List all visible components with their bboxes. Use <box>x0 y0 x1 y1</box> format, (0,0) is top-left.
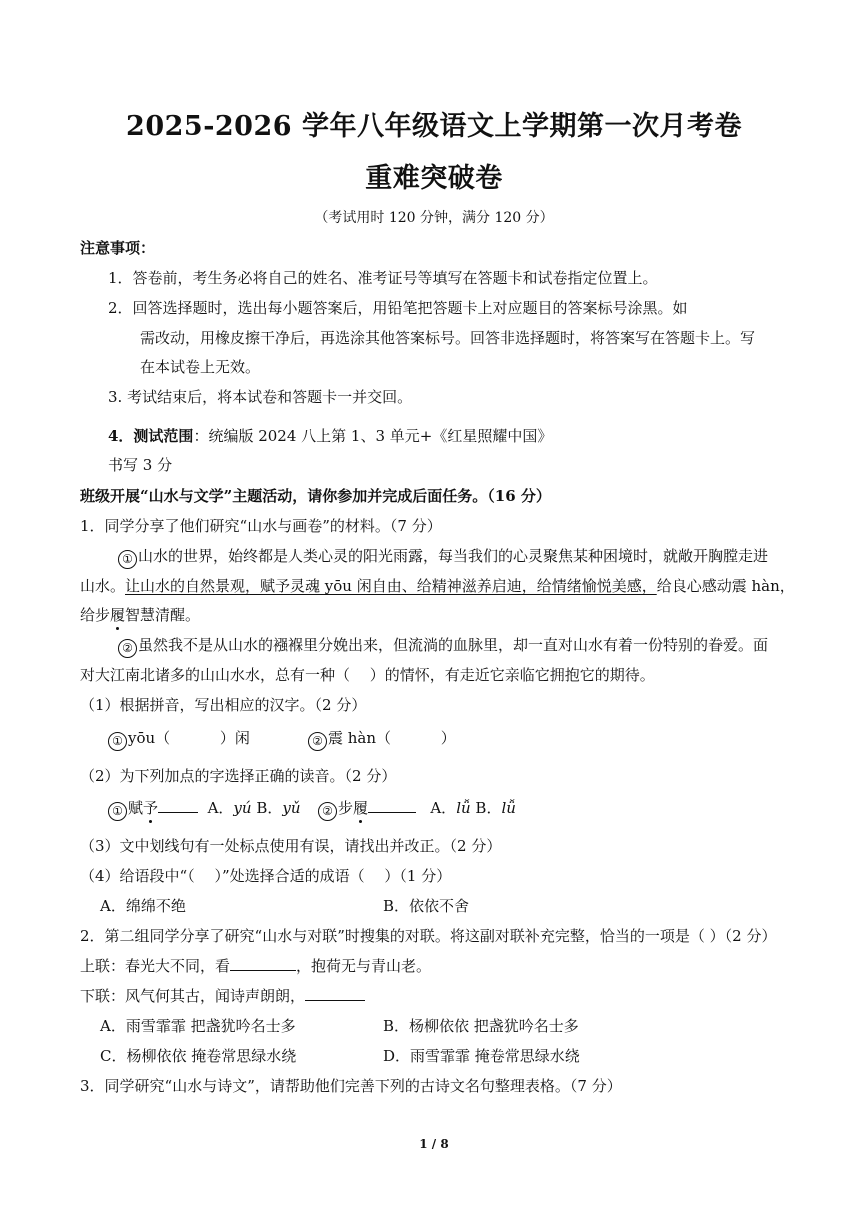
exam-subtitle: 重难突破卷 <box>365 163 503 194</box>
blank-item: 震 hàn（ ） <box>328 729 456 747</box>
notice-heading: 注意事项： <box>80 239 156 257</box>
q2-lower-couplet <box>80 985 365 1006</box>
q1-passage-1-line-1 <box>118 545 768 569</box>
item-number-2: ② <box>308 732 327 751</box>
passage-text: 给步 <box>80 606 111 624</box>
q1-sub-2-b <box>318 797 516 821</box>
dotted-char: 履 <box>353 799 369 817</box>
q1-sub-4-option-b: B．依依不舍 <box>383 897 470 915</box>
q1-sub-2-a <box>108 797 301 821</box>
q2-option-d: D．雨雪霏霏 掩卷常思绿水绕 <box>383 1047 580 1065</box>
q1-sub-1-b <box>308 727 456 751</box>
passage-text: 虽然我不是从山水的襁褓里分娩出来，但流淌的血脉里，却一直对山水有着一份特别的眷爱。面 <box>138 636 769 654</box>
pinyin-option: yǔ <box>282 799 301 817</box>
q1-sub-1-a <box>108 727 250 751</box>
section-heading: 班级开展“山水与文学”主题活动，请你参加并完成后面任务。（16 分） <box>80 487 551 505</box>
notice-item-2-line-3: 在本试卷上无效。 <box>140 358 261 376</box>
passage-text: 智慧清醒。 <box>125 606 201 624</box>
pinyin-option: lǚ <box>501 799 516 817</box>
item-number-2: ② <box>318 802 337 821</box>
notice-item-2-line-2: 需改动，用橡皮擦干净后，再选涂其他答案标号。回答非选择题时，将答案写在答题卡上。写 <box>140 329 756 347</box>
q1-passage-1-line-2 <box>80 575 795 596</box>
notice-item-3: 3. 考试结束后，将本试卷和答题卡一并交回。 <box>108 388 413 406</box>
dotted-char: 履 <box>110 606 126 624</box>
passage-number-2: ② <box>118 639 137 658</box>
item-number-1: ① <box>108 732 127 751</box>
option-label: B． <box>470 799 502 817</box>
char: 赋 <box>128 799 144 817</box>
exam-title: 2025-2026 学年八年级语文上学期第一次月考卷 <box>126 111 742 142</box>
option-label: A． <box>207 799 234 817</box>
blank-item: yōu（ ）闲 <box>128 729 250 747</box>
q1-sub-1: （1）根据拼音，写出相应的汉字。（2 分） <box>80 696 367 714</box>
notice-item-4 <box>108 425 552 446</box>
notice-item-4-text: ：统编版 2024 八上第 1、3 单元+《红星照耀中国》 <box>193 427 553 445</box>
q2-stem: 2．第二组同学分享了研究“山水与对联”时搜集的对联。将这副对联补充完整，恰当的一项是（ ）（2 分） <box>80 927 777 945</box>
couplet-text: 下联：风气何其古，闻诗声朗朗， <box>80 987 306 1005</box>
q1-sub-3: （3）文中划线句有一处标点使用有误，请找出并改正。（2 分） <box>80 837 502 855</box>
q3-stem: 3．同学研究“山水与诗文”，请帮助他们完善下列的古诗文名句整理表格。（7 分） <box>80 1077 622 1095</box>
page-number: 1 / 8 <box>419 1137 449 1151</box>
passage-text: 给良心感动震 hàn， <box>656 577 795 595</box>
q2-upper-couplet <box>80 955 431 976</box>
char: 步 <box>338 799 354 817</box>
couplet-text: ，抱荷无与青山老。 <box>296 957 432 975</box>
passage-text: 山水的世界，始终都是人类心灵的阳光雨露，每当我们的心灵聚焦某种困境时，就敞开胸膛走进 <box>138 547 769 565</box>
underlined-sentence: 让山水的自然景观，赋予灵魂 yōu 闲自由、给精神滋养启迪，给情绪愉悦美感， <box>125 577 657 595</box>
answer-blank <box>305 986 365 1001</box>
item-number-1: ① <box>108 802 127 821</box>
q1-sub-2: （2）为下列加点的字选择正确的读音。（2 分） <box>80 767 397 785</box>
answer-blank <box>368 798 416 813</box>
q1-passage-2-line-2: 对大江南北诸多的山山水水，总有一种（ ）的情怀，有走近它亲临它拥抱它的期待。 <box>80 666 655 684</box>
q1-passage-1-line-3 <box>80 604 200 625</box>
q1-stem: 1．同学分享了他们研究“山水与画卷”的材料。（7 分） <box>80 517 442 535</box>
notice-item-1: 1．答卷前，考生务必将自己的姓名、准考证号等填写在答题卡和试卷指定位置上。 <box>108 269 658 287</box>
pinyin-option: yú <box>233 799 252 817</box>
q2-option-b: B．杨柳依依 把盏犹吟名士多 <box>383 1017 579 1035</box>
answer-blank <box>230 956 296 971</box>
notice-item-2-line-1: 2．回答选择题时，选出每小题答案后，用铅笔把答题卡上对应题目的答案标号涂黑。如 <box>108 299 688 317</box>
couplet-text: 上联：春光大不同，看 <box>80 957 231 975</box>
dotted-char: 予 <box>143 799 159 817</box>
notice-item-4-label: 4．测试范围 <box>108 427 194 445</box>
q2-option-a: A．雨雪霏霏 把盏犹吟名士多 <box>100 1017 296 1035</box>
passage-text: 山水。 <box>80 577 126 595</box>
q1-passage-2-line-1 <box>118 634 768 658</box>
answer-blank <box>158 798 198 813</box>
pinyin-option: lǚ <box>456 799 471 817</box>
q1-sub-4-option-a: A．绵绵不绝 <box>100 897 186 915</box>
exam-info: （考试用时 120 分钟，满分 120 分） <box>314 210 554 226</box>
q1-sub-4: （4）给语段中“（ ）”处选择合适的成语（ ）（1 分） <box>80 867 452 885</box>
q2-option-c: C．杨柳依依 掩卷常思绿水绕 <box>100 1047 297 1065</box>
option-label: B． <box>251 799 283 817</box>
option-label: A． <box>430 799 457 817</box>
passage-number-1: ① <box>118 550 137 569</box>
handwriting-score: 书写 3 分 <box>108 456 173 474</box>
